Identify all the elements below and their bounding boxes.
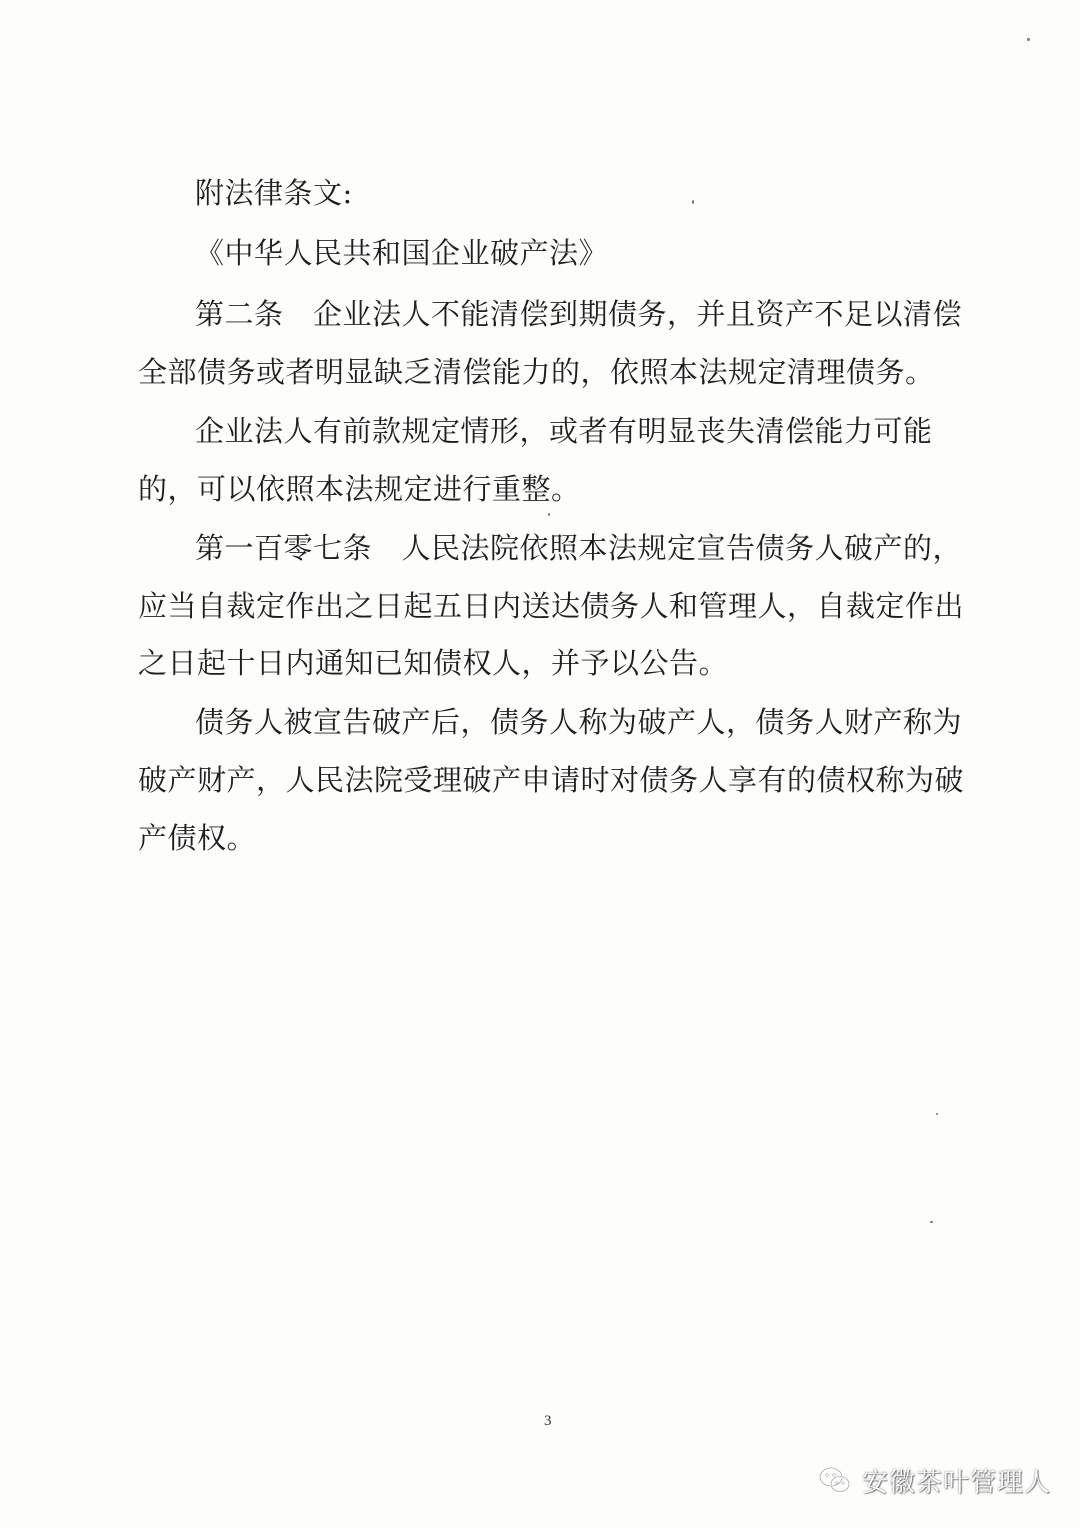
page-number: 3 xyxy=(544,1413,552,1429)
attached-law-heading: 附法律条文: xyxy=(195,176,353,210)
law-title: 《中华人民共和国企业破产法》 xyxy=(195,236,609,270)
article-2-line-2: 全部债务或者明显缺乏清偿能力的，依照本法规定清理债务。 xyxy=(138,355,935,389)
watermark-text: 安徽茶叶管理人 xyxy=(862,1467,1052,1498)
article-107-line-5: 破产财产，人民法院受理破产申请时对债务人享有的债权称为破 xyxy=(138,763,965,797)
scan-speck xyxy=(548,513,550,516)
article-107-line-2: 应当自裁定作出之日起五日内送达债务人和管理人，自裁定作出 xyxy=(138,589,965,623)
scan-speck xyxy=(692,200,694,204)
article-2-line-1: 第二条 企业法人不能清偿到期债务，并且资产不足以清偿 xyxy=(195,297,963,331)
article-2-line-3: 企业法人有前款规定情形，或者有明显丧失清偿能力可能 xyxy=(195,414,933,448)
wechat-icon xyxy=(818,1465,852,1495)
article-107-line-6: 产债权。 xyxy=(138,821,257,855)
account-watermark xyxy=(818,1458,1058,1502)
article-107-line-3: 之日起十日内通知已知债权人，并予以公告。 xyxy=(138,646,729,680)
scan-speck xyxy=(930,1221,933,1223)
article-107-line-4: 债务人被宣告破产后，债务人称为破产人，债务人财产称为 xyxy=(195,705,963,739)
article-107-line-1: 第一百零七条 人民法院依照本法规定宣告债务人破产的， xyxy=(195,531,963,565)
scan-speck xyxy=(1027,38,1030,41)
scan-speck xyxy=(936,1113,938,1115)
article-2-line-4: 的，可以依照本法规定进行重整。 xyxy=(138,472,581,506)
